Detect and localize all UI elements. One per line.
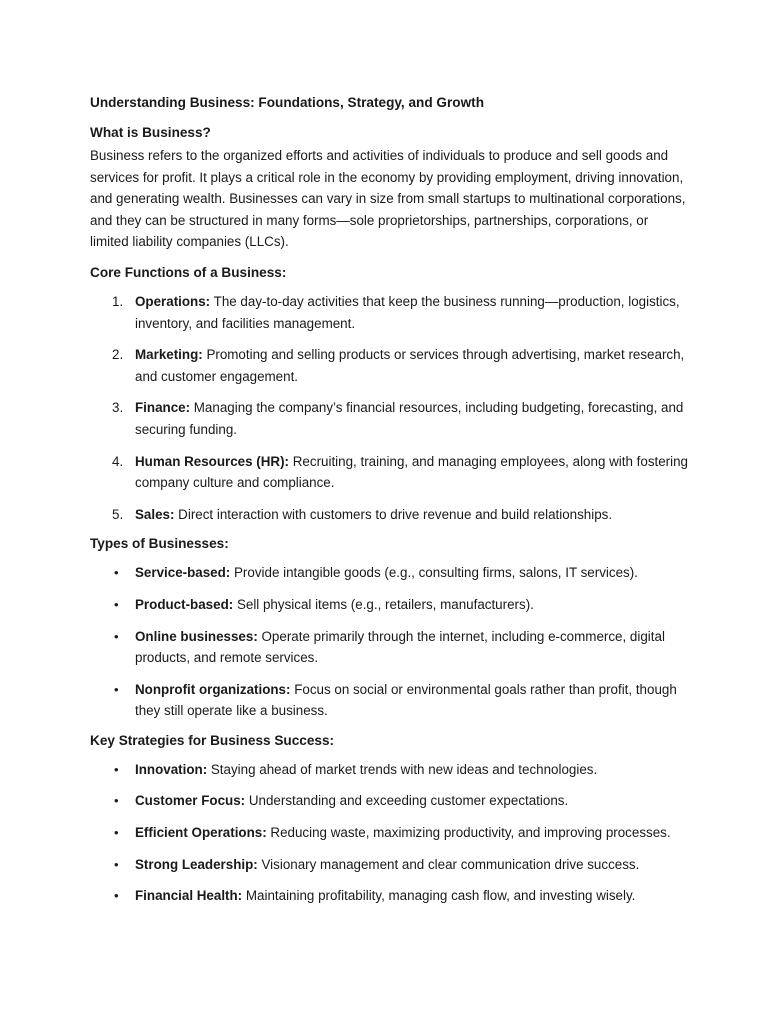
list-item — [90, 451, 688, 494]
list-term: Strong Leadership: — [135, 856, 258, 872]
bullet-icon: • — [114, 793, 119, 809]
section-heading-core-functions: Core Functions of a Business: — [90, 264, 287, 280]
list-number: 5. — [112, 506, 124, 522]
list-item — [90, 397, 688, 440]
list-term: Human Resources (HR): — [135, 453, 290, 469]
list-item — [90, 594, 688, 616]
list-term: Innovation: — [135, 761, 208, 777]
list-item — [90, 885, 688, 907]
bullet-icon: • — [114, 596, 119, 612]
list-text: Reducing waste, maximizing productivity, and improving processes. — [266, 825, 671, 841]
bullet-icon: • — [114, 628, 119, 644]
bullet-icon: • — [114, 825, 119, 841]
list-item — [90, 626, 688, 669]
list-text: Direct interaction with customers to drive revenue and build relationships. — [174, 506, 613, 522]
list-term: Online businesses: — [135, 628, 258, 644]
list-term: Nonprofit organizations: — [135, 681, 291, 697]
list-term: Finance: — [135, 400, 191, 416]
list-number: 1. — [112, 293, 124, 309]
list-number: 4. — [112, 453, 124, 469]
paragraph-what-is-business: Business refers to the organized efforts and activities of individuals to produce and sell goods and services for profit. It plays a critical role in the economy by providing employment, driving innovation, and generating wealth. Businesses can vary in size from small startups to multinational corporations, and they can be structured in many forms—sole proprietorships, partnerships, corporations, or limited liability companies (LLCs). — [90, 148, 686, 250]
list-term: Customer Focus: — [135, 793, 246, 809]
list-text: Sell physical items (e.g., retailers, manufacturers). — [233, 596, 534, 612]
list-item — [90, 504, 688, 526]
bullet-icon: • — [114, 888, 119, 904]
list-term: Sales: — [135, 506, 175, 522]
list-text: Managing the company’s financial resources, including budgeting, forecasting, and securing funding. — [135, 400, 684, 437]
list-text: Promoting and selling products or services through advertising, market research, and customer engagement. — [135, 347, 685, 384]
list-text: Visionary management and clear communication drive success. — [257, 856, 640, 872]
list-term: Product-based: — [135, 596, 234, 612]
bullet-icon: • — [114, 856, 119, 872]
list-item — [90, 291, 688, 334]
list-item — [90, 854, 688, 876]
list-text: Provide intangible goods (e.g., consulting firms, salons, IT services). — [230, 565, 638, 581]
list-item — [90, 344, 688, 387]
list-text: Maintaining profitability, managing cash flow, and investing wisely. — [242, 888, 636, 904]
section-heading-key-strategies: Key Strategies for Business Success: — [90, 732, 335, 748]
bullet-icon: • — [114, 565, 119, 581]
list-item — [90, 790, 688, 812]
list-number: 2. — [112, 347, 124, 363]
list-item — [90, 679, 688, 722]
list-text: Understanding and exceeding customer expectations. — [245, 793, 569, 809]
list-text: Recruiting, training, and managing employees, along with fostering company culture and compliance. — [135, 453, 689, 491]
document-title: Understanding Business: Foundations, Strategy, and Growth — [90, 95, 484, 110]
section-heading-types-of-businesses: Types of Businesses: — [90, 536, 229, 552]
list-term: Financial Health: — [135, 888, 243, 904]
types-list — [90, 562, 688, 722]
list-term: Service-based: — [135, 565, 231, 581]
list-text: Operate primarily through the internet, including e-commerce, digital products, and remote services. — [135, 628, 665, 666]
list-term: Operations: — [135, 293, 211, 309]
bullet-icon: • — [114, 761, 119, 777]
list-number: 3. — [112, 400, 124, 416]
strategies-list — [90, 759, 688, 907]
list-item — [90, 822, 688, 844]
list-item — [90, 562, 688, 584]
core-functions-list — [90, 291, 688, 525]
list-text: The day-to-day activities that keep the business running—production, logistics, inventory, and facilities management. — [135, 293, 680, 331]
section-heading-what-is-business: What is Business? — [90, 125, 211, 140]
list-text: Focus on social or environmental goals rather than profit, though they still operate like a business. — [135, 681, 677, 719]
list-term: Efficient Operations: — [135, 825, 267, 841]
list-term: Marketing: — [135, 347, 203, 363]
list-text: Staying ahead of market trends with new ideas and technologies. — [207, 761, 598, 777]
list-item — [90, 759, 688, 781]
bullet-icon: • — [114, 681, 119, 697]
